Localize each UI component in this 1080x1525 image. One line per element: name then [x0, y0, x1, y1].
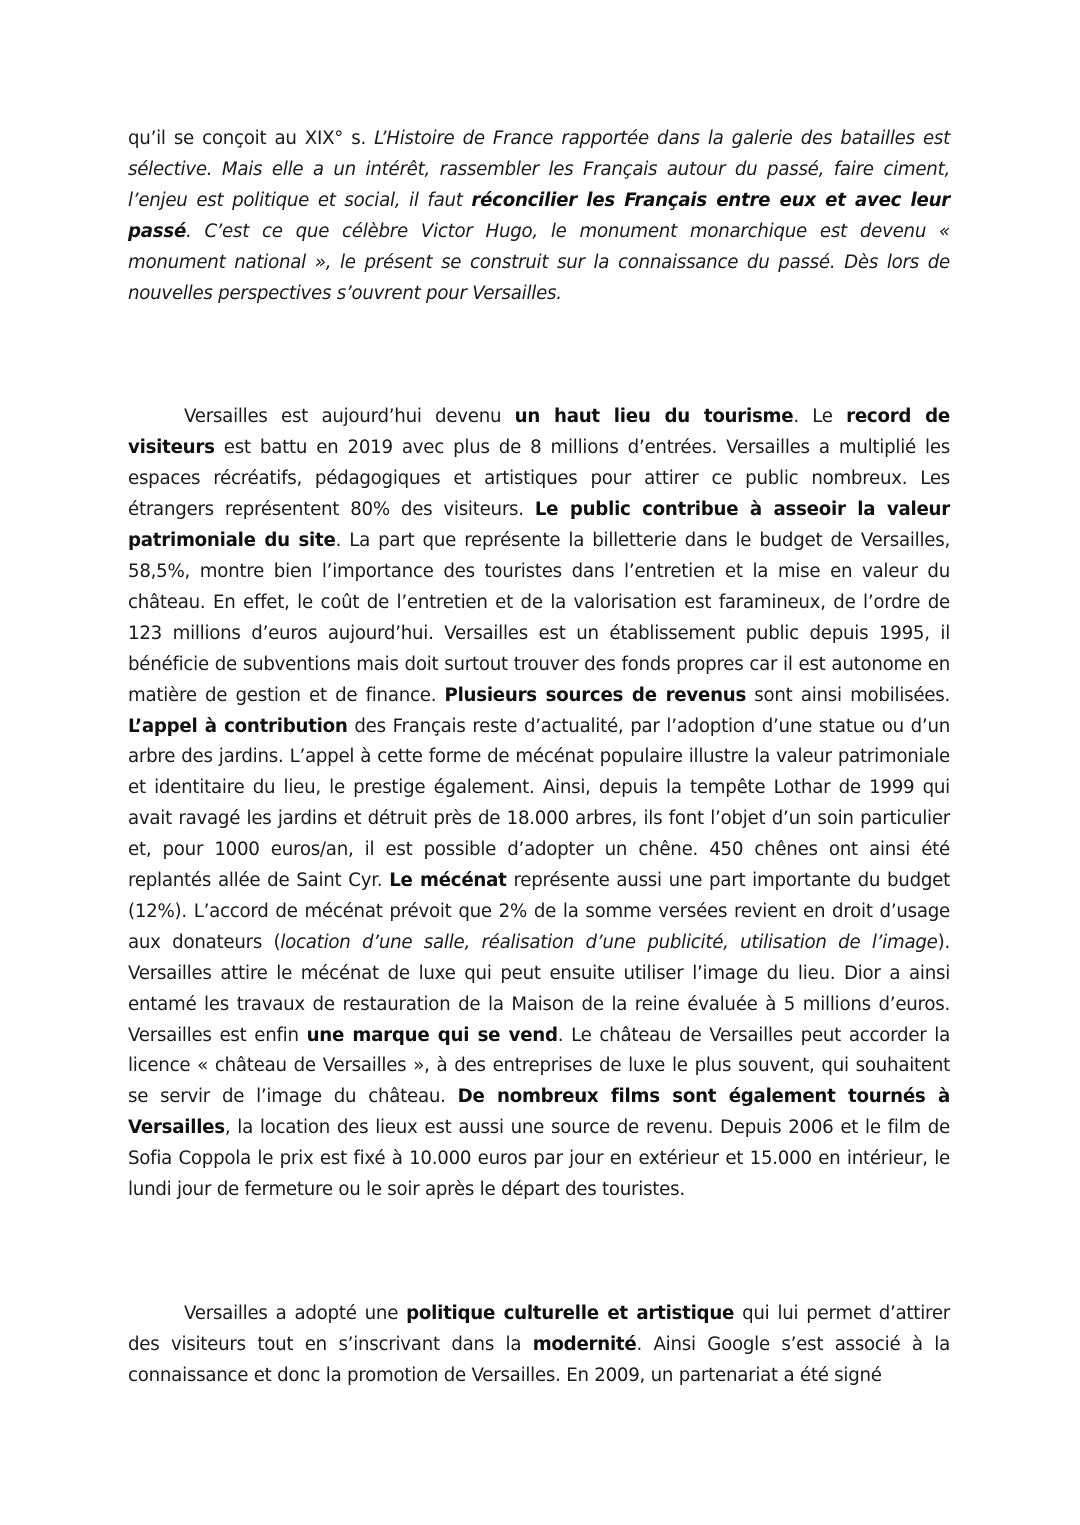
bold-text-run: L’appel à contribution [128, 715, 348, 737]
text-run: Versailles est aujourd’hui devenu [184, 406, 515, 428]
document-page [128, 124, 950, 1392]
text-run: . Le château de Versailles peut accorder la licence « château de Versailles », à des entreprises de luxe le plus souvent, qui souhaitent se servir de l’image du château. [128, 1024, 951, 1108]
text-run: . Le [793, 406, 847, 428]
text-run: Versailles a adopté une [184, 1303, 407, 1324]
italic-text-run: location d’une salle, réalisation d’une publicité, utilisation de l’image [280, 931, 938, 953]
text-run: , la location des lieux est aussi une source de revenu. Depuis 2006 et le film de Sofia Coppola le prix est fixé à 10.000 euros par jour en extérieur et 15.000 en intérieur, le lundi jour de fermeture ou le soir après le départ des touristes. [128, 1117, 950, 1201]
bold-text-run: record de visiteurs [128, 406, 950, 459]
paragraph-gap [128, 309, 950, 402]
italic-text-run: L’Histoire de France rapportée dans la galerie des batailles est sélective. Mais elle a un intérêt, rassembler les Français autour du passé, faire ciment, l’enjeu est politique et social, il faut [128, 128, 950, 211]
bold-text-run: Plusieurs sources de revenus [444, 684, 747, 706]
bold-text-run: modernité [532, 1333, 637, 1355]
paragraph-tourism [128, 402, 950, 1206]
paragraph-cultural-policy [128, 1299, 950, 1392]
bold-text-run: politique culturelle et artistique [406, 1303, 735, 1324]
bold-text-run: Le public contribue à asseoir la valeur patrimoniale du site [128, 499, 950, 552]
bold-text-run: une marque qui se vend [306, 1024, 558, 1046]
text-run: . Ainsi Google s’est associé à la connaissance et donc la promotion de Versailles. En 2009, un partenariat a été signé [128, 1333, 950, 1386]
text-run: ). Versailles attire le mécénat de luxe qui peut ensuite utiliser l’image du lieu. Dior a ainsi entamé les travaux de restauration de la Maison de la reine évaluée à 5 millions d’euros. Versailles est enfin [128, 931, 950, 1046]
text-run: qui lui permet d’attirer des visiteurs tout en s’inscrivant dans la [128, 1303, 950, 1355]
text-run: représente aussi une part importante du budget (12%). L’accord de mécénat prévoit que 2% de la somme versées revient en droit d’usage aux donateurs ( [128, 870, 950, 953]
text-run: sont ainsi mobilisées. [746, 684, 950, 706]
italic-text-run: . C’est ce que célèbre Victor Hugo, le monument monarchique est devenu « monument national », le présent se construit sur la connaissance du passé. Dès lors de nouvelles perspectives s’ouvrent pour Versailles. [128, 220, 950, 304]
bold-text-run: un haut lieu du tourisme [514, 406, 794, 428]
paragraph-gap [128, 1206, 950, 1299]
bold-text-run: réconcilier les Français entre eux et avec leur passé [128, 189, 950, 242]
bold-text-run: De nombreux films sont également tournés à Versailles [128, 1086, 950, 1139]
paragraph-intro [128, 124, 950, 309]
text-run: des Français reste d’actualité, par l’adoption d’une statue ou d’un arbre des jardins. L’appel à cette forme de mécénat populaire illustre la valeur patrimoniale et identitaire du lieu, le prestige également. Ainsi, depuis la tempête Lothar de 1999 qui avait ravagé les jardins et détruit près de 18.000 arbres, ils font l’objet d’un soin particulier et, pour 1000 euros/an, il est possible d’adopter un chêne. 450 chênes ont ainsi été replantés allée de Saint Cyr. [128, 715, 951, 892]
text-run: est battu en 2019 avec plus de 8 millions d’entrées. Versailles a multiplié les espaces récréatifs, pédagogiques et artistiques pour attirer ce public nombreux. Les étrangers représentent 80% des visiteurs. [128, 437, 950, 521]
text-run: qu’il se conçoit au XIX° s. [128, 128, 375, 149]
bold-text-run: Le mécénat [389, 870, 507, 892]
text-run: . La part que représente la billetterie dans le budget de Versailles, 58,5%, montre bien l’importance des touristes dans l’entretien et la mise en valeur du château. En effet, le coût de l’entretien et de la valorisation est faramineux, de l’ordre de 123 millions d’euros aujourd’hui. Versailles est un établissement public depuis 1995, il bénéficie de subventions mais doit surtout trouver des fonds propres car il est autonome en matière de gestion et de finance. [128, 530, 950, 706]
